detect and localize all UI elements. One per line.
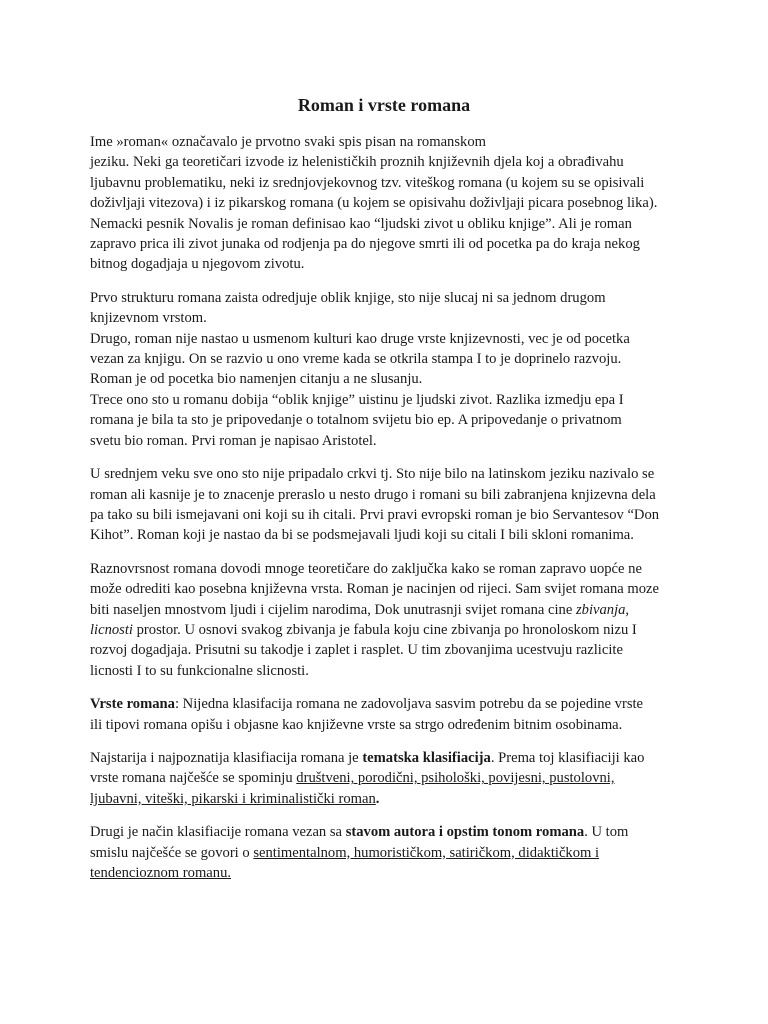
text-run: prostor. U osnovi svakog zbivanja je fabula koju cine zbivanja po hronoloskom nizu I — [132, 621, 637, 638]
text-line: Raznovrsnost romana dovodi mnoge teoretičare do zaključka kako se roman zapravo uopće ne — [90, 560, 642, 577]
text-line: jeziku. Neki ga teoretičari izvode iz helenističkih proznih književnih djela koj a obrađivahu — [90, 154, 624, 171]
text-line: roman ali kasnije je to znacenje preraslo u nesto drugo i romani su bili zabranjena knjizevna dela — [90, 486, 656, 503]
text-line — [90, 843, 690, 863]
text-line: rozvoj dogadjaja. Prisutni su takodje i zaplet i rasplet. U tim zbovanjima ucestvuju razlicite — [90, 642, 623, 659]
text-line — [90, 694, 690, 714]
text-line — [90, 600, 690, 620]
text-line — [90, 863, 690, 883]
text-line: bitnog dogadjaja u njegovom zivotu. — [90, 256, 305, 273]
underlined-list: sentimentalnom, humorističkom, satiričkom, didaktičkom i — [253, 844, 600, 861]
text-line: pa tako su bili ismejavani oni koji su ih citali. Prvi pravi evropski roman je bio Servantesov “Don — [90, 506, 660, 523]
text-line — [90, 768, 690, 788]
text-line: Roman je od pocetka bio namenjen citanju a ne slusanju. — [90, 371, 423, 388]
paragraph-thematic — [90, 748, 690, 809]
text-line: ili tipovi romana opišu i objasne kao književne vrste sa strgo određenim bitnim osobinama. — [90, 716, 623, 733]
text-run: Drugi je način klasifiacije romana vezan sa — [90, 824, 346, 841]
text-line — [90, 789, 690, 809]
text-line: zapravo prica ili zivot junaka od rodjenja pa do njegove smrti ili od pocetka pa do kraja nekog — [90, 236, 640, 253]
paragraph-author-stance — [90, 822, 690, 883]
underlined-list: ljubavni, viteški, pikarski i kriminalistički roman — [90, 790, 376, 807]
paragraph-diversity — [90, 559, 690, 681]
text-line — [90, 748, 690, 768]
text-run: . Prema toj klasifiaciji kao — [490, 749, 645, 766]
document-title: Roman i vrste romana — [297, 95, 471, 115]
text-line: U srednjem veku sve ono sto nije pripadalo crkvi tj. Sto nije bilo na latinskom jeziku nazivalo se — [90, 466, 655, 483]
text-line: može odrediti kao posebna književna vrsta. Roman je nacinjen od rijeci. Sam svijet romana moze — [90, 581, 659, 598]
italic-term: zbivanja, — [575, 601, 630, 618]
text-line: Kihot”. Roman koji je nastao da bi se podsmejavali ljudi koji su citali I bili skloni romanima. — [90, 527, 634, 544]
paragraph-types — [90, 694, 690, 735]
bold-term: tematska klasifiacija — [362, 749, 491, 766]
text-run: : Nijedna klasifacija romana ne zadovoljava sasvim potrebu da se pojedine vrste — [174, 696, 644, 713]
text-run: . U tom — [584, 824, 629, 841]
text-line: Prvo strukturu romana zaista odredjuje oblik knjige, sto nije slucaj ni sa jednom drugom — [90, 289, 606, 306]
document-body — [90, 132, 690, 896]
text-line: Trece ono sto u romanu dobija “oblik knjige” uistinu je ljudski zivot. Razlika izmedju epa I — [90, 391, 624, 408]
text-line: svetu bio roman. Prvi roman je napisao Aristotel. — [90, 432, 377, 449]
text-line: doživljaji vitezova) i iz pikarskog romana (u kojem se opisivahu doživljaji picara posebnog lika). — [90, 195, 658, 212]
paragraph-structure — [90, 288, 690, 451]
text-run: smislu najčešće se govori o — [90, 844, 254, 861]
text-run: Najstarija i najpoznatija klasifiacija romana je — [90, 749, 363, 766]
text-line — [90, 620, 690, 640]
text-run: . — [375, 790, 380, 807]
text-line: Drugo, roman nije nastao u usmenom kulturi kao druge vrste knjizevnosti, vec je od pocetka — [90, 330, 630, 347]
text-line: knjizevnom vrstom. — [90, 310, 207, 327]
text-line: Ime »roman« označavalo je prvotno svaki spis pisan na romanskom — [90, 134, 486, 150]
paragraph-intro — [90, 132, 690, 275]
text-line: vezan za knjigu. On se razvio u ono vreme kada se otkrila stampa I to je doprinelo razvoju. — [90, 351, 622, 368]
bold-term: stavom autora i opstim tonom romana — [345, 824, 585, 841]
text-line: ljubavnu problematiku, neki iz srednjovjekovnog tzv. viteškog romana (u kojem su se opisivali — [90, 174, 645, 191]
underlined-list: društveni, porodični, psihološki, povijesni, pustolovni, — [296, 770, 615, 787]
text-line: Nemacki pesnik Novalis je roman definisao kao “ljudski zivot u obliku knjige”. Ali je roman — [90, 215, 632, 232]
paragraph-middle-ages — [90, 464, 690, 546]
text-line — [90, 822, 690, 842]
text-line: licnosti I to su funkcionalne slicnosti. — [90, 662, 309, 679]
text-run: biti naseljen mnostvom ljudi i cijelim narodima, Dok unutrasnji svijet romana cine — [90, 601, 576, 618]
text-run: vrste romana najčešće se spominju — [90, 770, 297, 787]
bold-term: Vrste romana — [90, 696, 175, 713]
underlined-list: tendencioznom romanu. — [90, 865, 232, 881]
text-line: romana je bila ta sto je pripovedanje o totalnom svijetu bio ep. A pripovedanje o privatnom — [90, 412, 622, 429]
italic-term: licnosti — [90, 621, 133, 638]
